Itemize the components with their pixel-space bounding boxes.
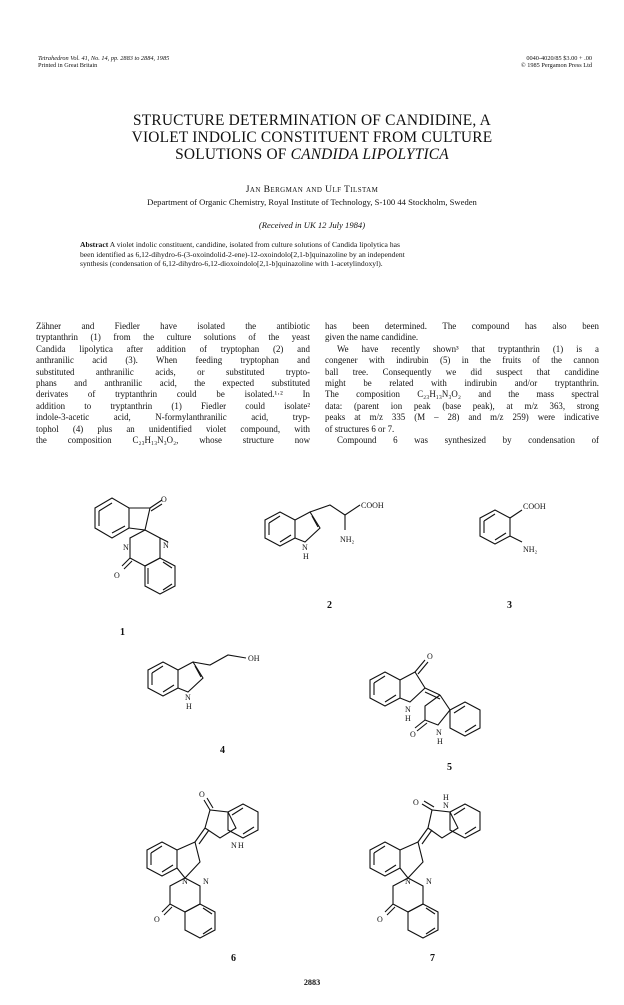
structure-2-tryptophan xyxy=(265,501,384,561)
compound-label-4: 4 xyxy=(220,745,225,756)
affiliation: Department of Organic Chemistry, Royal Institute of Technology, S-100 44 Stockholm, Sweden xyxy=(147,197,477,207)
body-line: substituted anthranilic acids, or substituted trypto- xyxy=(36,366,310,377)
body-line: peaks at m/z 335 (M – 28) and m/z 259) were indicative xyxy=(325,412,599,423)
atom-N: N xyxy=(405,705,411,714)
body-line: Compound 6 was synthesized by condensation of xyxy=(337,435,599,446)
atom-H: H xyxy=(238,841,244,850)
atom-H: H xyxy=(443,793,449,802)
atom-N: N xyxy=(163,541,169,550)
atom-O: O xyxy=(114,571,120,580)
atom-H: H xyxy=(437,737,443,746)
printed-in: Printed in Great Britain xyxy=(38,62,98,70)
body-line: We have recently shown³ that tryptanthrin (1) is a xyxy=(337,343,599,354)
atom-N: N xyxy=(185,693,191,702)
atom-O: O xyxy=(199,790,205,799)
body-line: tophol (4) plus an unidentified violet compound, with xyxy=(36,423,310,434)
body-line: indole-3-acetic acid, N-formylanthranilic acid, tryp- xyxy=(36,412,310,423)
body-line: tryptanthrin (1) from the culture solutions of the yeast xyxy=(36,332,310,343)
group-COOH: COOH xyxy=(361,501,384,510)
group-OH: OH xyxy=(248,654,260,663)
title-line-3-text: SOLUTIONS OF xyxy=(175,146,291,164)
compound-label-1: 1 xyxy=(120,627,125,638)
body-line: Candida lipolytica after addition of tryptophan (2) and xyxy=(36,343,310,354)
structure-6-candidine xyxy=(147,790,258,938)
compound-label-2: 2 xyxy=(327,600,332,611)
atom-N: N xyxy=(182,877,188,886)
abstract-label: Abstract xyxy=(80,240,109,249)
title-line-2: VIOLET INDOLIC CONSTITUENT FROM CULTURE xyxy=(131,129,493,147)
journal-citation: Tetrahedron Vol. 41, No. 14, pp. 2883 to 2884, 1985 xyxy=(38,55,170,62)
structure-7 xyxy=(370,793,480,938)
atom-O: O xyxy=(154,915,160,924)
authors: Jan Bergman and Ulf Tilstam xyxy=(245,184,379,195)
structure-4-tryptophol xyxy=(148,654,260,711)
structure-5-indirubin xyxy=(370,652,480,746)
compound-label-5: 5 xyxy=(447,762,452,773)
atom-N: N xyxy=(426,877,432,886)
compound-label-7: 7 xyxy=(430,953,435,964)
copyright: © 1985 Pergamon Press Ltd xyxy=(520,62,592,70)
compound-label-6: 6 xyxy=(231,953,236,964)
atom-N: N xyxy=(405,877,411,886)
abstract-line-3: synthesis (condensation of 6,12-dihydro-6,12-dioxoindolo[2,1-b]quinazoline with 1-acetylindoxyl). xyxy=(80,259,383,269)
body-line: data: (parent ion peak (base peak), at m/z 363, strong xyxy=(325,400,599,411)
atom-O: O xyxy=(413,798,419,807)
group-NH2: NH₂ xyxy=(523,545,538,554)
body-line: derivates of tryptanthrin could be isolated.¹·² In xyxy=(36,389,310,400)
abstract-text-1: A violet indolic constituent, candidine, isolated from culture solutions of Candida lipolytica has xyxy=(108,240,400,249)
body-line: ball tree. Consequently we did suspect that candidine xyxy=(325,366,599,377)
atom-H: H xyxy=(405,714,411,723)
group-NH2: NH₂ xyxy=(340,535,355,544)
body-line: Zähner and Fiedler have isolated the antibiotic xyxy=(36,321,310,331)
body-line: congener with indirubin (5) in the fruits of the cannon xyxy=(325,355,599,366)
body-line: the composition C₂₃H₁₃N₃O₂, whose structure now xyxy=(36,435,310,446)
title-line-1: STRUCTURE DETERMINATION OF CANDIDINE, A xyxy=(133,112,491,129)
atom-N: N xyxy=(123,543,129,552)
abstract-line-2: been identified as 6,12-dihydro-6-(3-oxoindolid-2-ene)-12-oxoindolo[2,1-b]quinazoline by an independent xyxy=(80,249,405,259)
structure-1-tryptanthrin xyxy=(95,495,175,594)
atom-O: O xyxy=(410,730,416,739)
group-COOH: COOH xyxy=(523,502,546,511)
structure-3-anthranilic-acid xyxy=(480,502,546,554)
body-line: phans and anthranilic acid, the expected substituted xyxy=(36,378,310,389)
body-line: given the name candidine. xyxy=(325,332,419,343)
atom-N: N xyxy=(436,728,442,737)
atom-H: H xyxy=(186,702,192,711)
atom-H: H xyxy=(303,552,309,561)
atom-N: N xyxy=(302,543,308,552)
atom-O: O xyxy=(427,652,433,661)
atom-O: O xyxy=(377,915,383,924)
atom-N: N xyxy=(203,877,209,886)
body-line: has been determined. The compound has also been xyxy=(325,321,599,331)
body-line: anthranilic acid (3). When feeding tryptophan and xyxy=(36,355,310,366)
atom-N: N xyxy=(443,801,449,810)
body-line: of structures 6 or 7. xyxy=(325,423,395,434)
page-number: 2883 xyxy=(303,978,321,987)
title-species: CANDIDA LIPOLYTICA xyxy=(290,146,449,164)
issn-price: 0040-4020/85 $3.00 + .00 xyxy=(526,55,592,62)
body-line: addition to tryptanthrin (1) Fiedler could isolate² xyxy=(36,400,310,411)
compound-label-3: 3 xyxy=(507,600,512,611)
received-date: (Received in UK 12 July 1984) xyxy=(258,220,366,230)
atom-O: O xyxy=(161,495,167,504)
body-line: The composition C₂₃H₁₃N₃O₂ and the mass spectral xyxy=(325,389,599,400)
atom-N: N xyxy=(231,841,237,850)
body-line: might be related with indirubin and/or tryptanthrin. xyxy=(325,378,599,389)
